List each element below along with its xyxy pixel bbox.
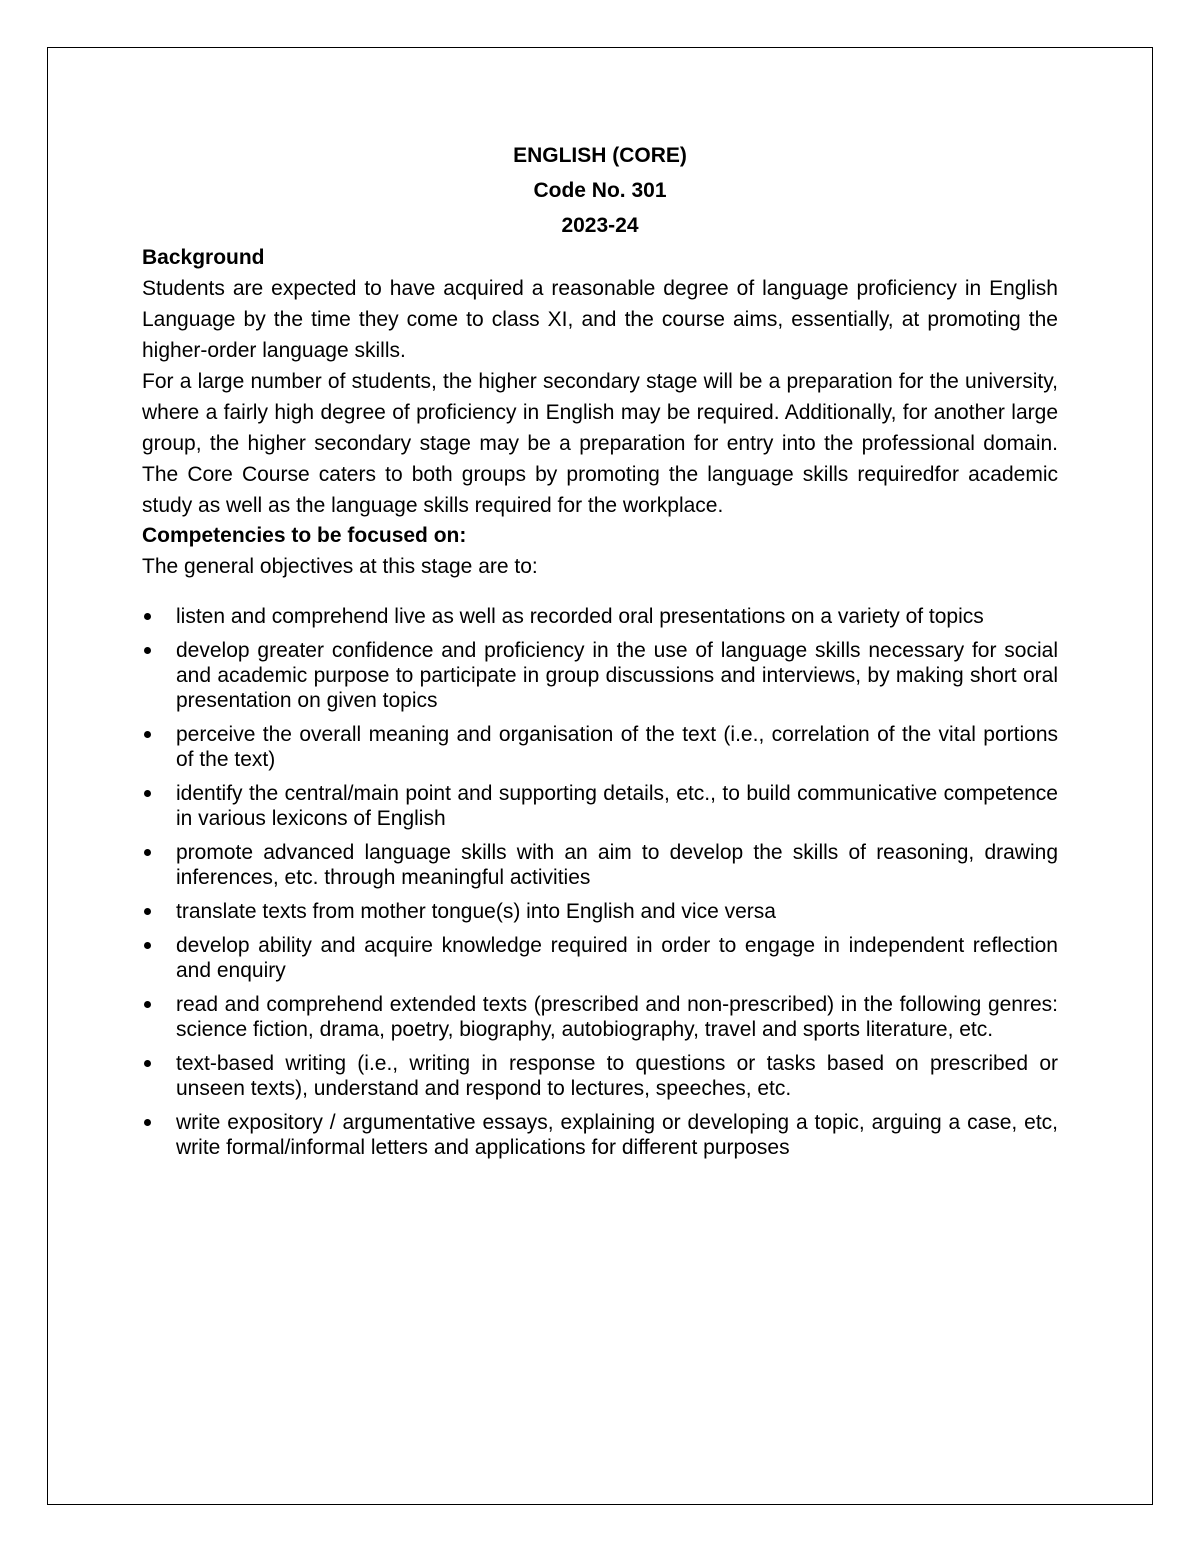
academic-year: 2023-24 [561,214,639,237]
list-item [142,992,1058,1042]
list-item-text: perceive the overall meaning and organisation of the text (i.e., correlation of the vital portions of the text) [176,723,1058,771]
list-item-text: read and comprehend extended texts (prescribed and non-prescribed) in the following genres: science fiction, drama, poetry, biography, autobiography, travel and sports literature, etc. [176,993,1058,1041]
list-item [142,840,1058,890]
list-item-text: promote advanced language skills with an aim to develop the skills of reasoning, drawing inferences, etc. through meaningful activities [176,841,1058,889]
objectives-list [142,604,1058,1160]
bullet-icon [144,1060,151,1067]
bullet-icon [144,1001,151,1008]
bullet-icon [144,613,151,620]
list-item-text: text-based writing (i.e., writing in response to questions or tasks based on prescribed or unseen texts), understand and respond to lectures, speeches, etc. [176,1052,1058,1100]
list-item [142,781,1058,831]
background-paragraph-2: For a large number of students, the higher secondary stage will be a preparation for the university, where a fairly high degree of proficiency in English may be required. Additionally, for another large group, the higher secondary stage may be a preparation for entry into the professional domain. The Core Course caters to both groups by promoting the language skills requiredfor academic study as well as the language skills required for the workplace. [142,370,1058,517]
list-item [142,899,1058,924]
subject-title: ENGLISH (CORE) [513,144,687,167]
bullet-icon [144,647,151,654]
background-paragraph-1: Students are expected to have acquired a reasonable degree of language proficiency in English Language by the time they come to class XI, and the course aims, essentially, at promoting the higher-order language skills. [142,277,1058,362]
document-content [142,138,1058,1169]
list-item-text: develop greater confidence and proficiency in the use of language skills necessary for social and academic purpose to participate in group discussions and interviews, by making short oral presentation on given topics [176,639,1058,712]
bullet-icon [144,731,151,738]
bullet-icon [144,790,151,797]
objectives-intro: The general objectives at this stage are to: [142,555,538,578]
list-item [142,1110,1058,1160]
bullet-icon [144,1119,151,1126]
list-item-text: write expository / argumentative essays, explaining or developing a topic, arguing a case, etc, write formal/informal letters and applications for different purposes [176,1111,1058,1159]
list-item-text: translate texts from mother tongue(s) into English and vice versa [176,900,776,923]
bullet-icon [144,908,151,915]
list-item [142,604,1058,629]
list-item [142,722,1058,772]
list-item-text: develop ability and acquire knowledge required in order to engage in independent reflection and enquiry [176,934,1058,982]
bullet-icon [144,849,151,856]
background-heading: Background [142,246,265,269]
list-item [142,1051,1058,1101]
list-item-text: listen and comprehend live as well as recorded oral presentations on a variety of topics [176,605,984,628]
list-item-text: identify the central/main point and supporting details, etc., to build communicative competence in various lexicons of English [176,782,1058,830]
title-block [142,138,1058,243]
bullet-icon [144,942,151,949]
list-item [142,638,1058,713]
subject-code: Code No. 301 [533,179,667,202]
competencies-heading: Competencies to be focused on: [142,524,467,547]
list-item [142,933,1058,983]
